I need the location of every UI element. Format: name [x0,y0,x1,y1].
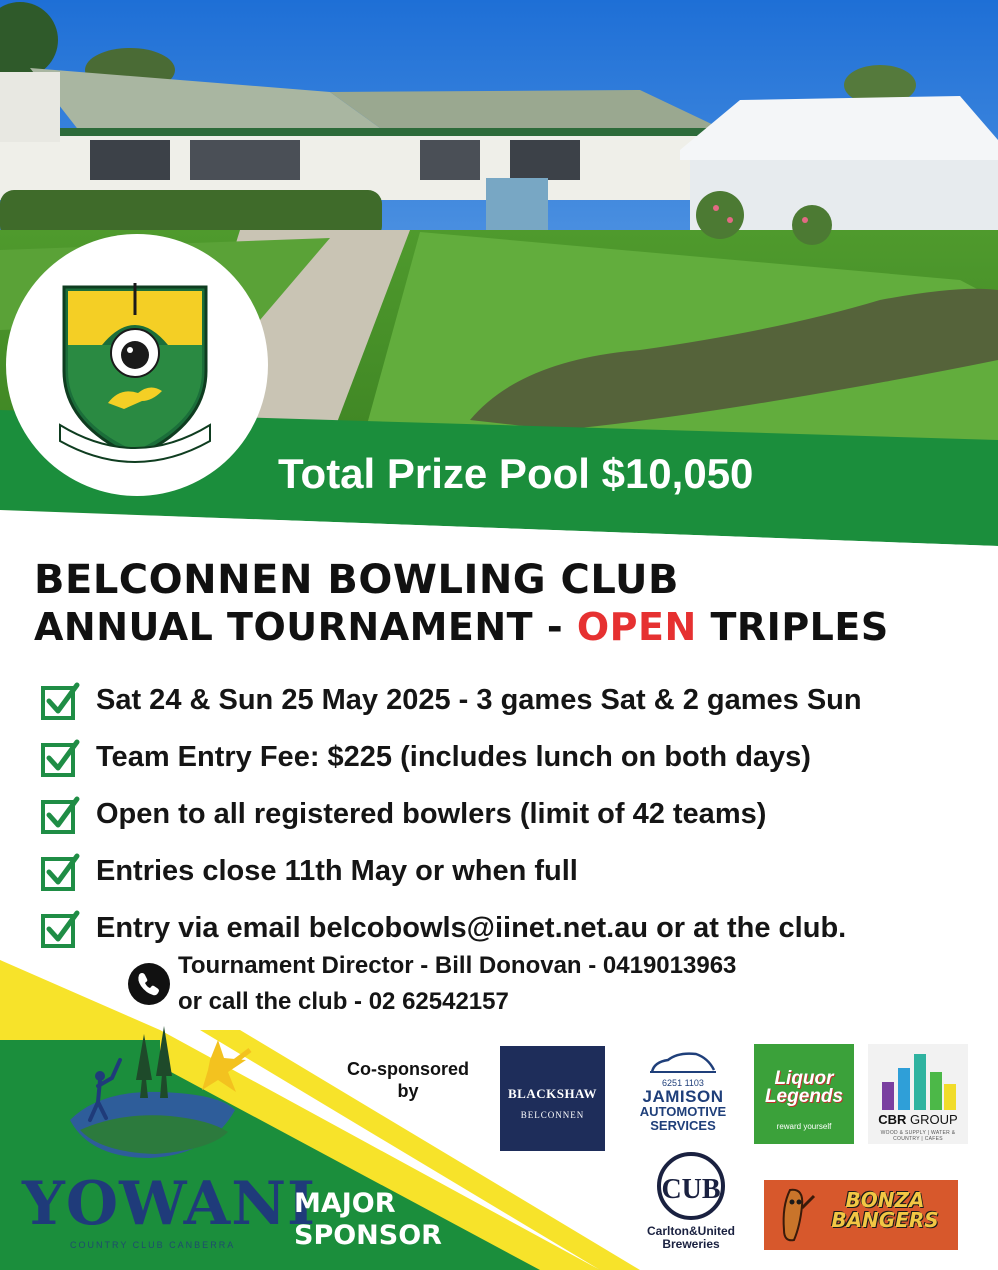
title-suffix: TRIPLES [696,605,889,649]
detail-item-eligibility [40,786,980,843]
phone-icon [127,962,171,1006]
cbr-name [868,1112,968,1127]
detail-text: Team Entry Fee: $225 (includes lunch on both days) [96,741,811,773]
blackshaw-location: BELCONNEN [520,1110,585,1120]
bonza-name [820,1190,950,1230]
checkbox-check-icon [40,738,80,778]
jamison-line2: AUTOMOTIVE [639,1104,727,1119]
cosponsored-line1: Co-sponsored [346,1059,469,1079]
bonza-name-line1: BONZA [845,1188,925,1212]
detail-text: Entry via email belcobowls@iinet.net.au or at the club. [96,912,847,944]
jamison-phone: 6251 1103 [662,1078,704,1088]
cub-name-line2: Breweries [662,1237,720,1251]
event-title-tournament [34,603,889,651]
major-sponsor-name: YOWANI [22,1169,317,1239]
sponsor-jamison-logo [624,1046,742,1138]
cub-monogram-icon [655,1152,727,1220]
sponsor-bonza-bangers-logo [764,1180,958,1250]
prize-pool-text: Total Prize Pool $10,050 [278,450,754,497]
detail-item-fee [40,729,980,786]
detail-item-close [40,843,980,900]
liquor-tagline: reward yourself [776,1122,832,1131]
title-prefix: ANNUAL TOURNAMENT - [34,605,577,649]
liquor-name-line1: Liquor [774,1068,834,1089]
car-icon [648,1050,718,1076]
sponsor-liquor-legends-logo [754,1044,854,1144]
cosponsored-line2: by [397,1081,419,1101]
liquor-legends-name [754,1070,854,1106]
sausage-mascot-icon [772,1186,816,1244]
major-sponsor-label [294,1188,442,1252]
major-label-line2: SPONSOR [294,1220,442,1251]
detail-text: Entries close 11th May or when full [96,855,578,887]
tournament-details-list [40,672,980,957]
checkbox-check-icon [40,852,80,892]
cub-name-line1: Carlton&United [647,1224,735,1238]
event-title-club: BELCONNEN BOWLING CLUB [34,557,679,603]
cbr-tagline: WOOD & SUPPLY | WATER & COUNTRY | CAFES [880,1130,956,1142]
cosponsored-by-label [328,1058,488,1102]
bar-graph-icon [878,1054,958,1112]
checkbox-check-icon [40,795,80,835]
club-phone-contact: or call the club - 02 62542157 [178,988,509,1015]
sponsor-cbr-group-logo [868,1044,968,1144]
club-logo [50,275,220,465]
bonza-name-line2: BANGERS [831,1208,939,1232]
yowani-golf-logo [60,1020,260,1160]
tournament-director-contact: Tournament Director - Bill Donovan - 0419013963 [178,952,737,979]
detail-text: Sat 24 & Sun 25 May 2025 - 3 games Sat & 2 games Sun [96,684,862,716]
major-label-line1: MAJOR [294,1188,396,1219]
blackshaw-name: BLACKSHAW [507,1086,598,1101]
cbr-name-bold: CBR [878,1112,907,1127]
detail-text: Open to all registered bowlers (limit of 42 teams) [96,798,767,830]
checkbox-check-icon [40,681,80,721]
cbr-name-rest: GROUP [906,1112,958,1127]
major-sponsor-subtitle: COUNTRY CLUB CANBERRA [70,1240,236,1250]
jamison-name: JAMISON [642,1087,724,1106]
sponsor-blackshaw-logo [500,1046,605,1151]
title-open-highlight: OPEN [576,605,697,649]
sponsor-cub-logo [632,1152,750,1252]
jamison-line3: SERVICES [650,1118,716,1133]
cub-monogram-text: CUB [661,1174,721,1205]
liquor-name-line2: Legends [764,1086,844,1107]
detail-item-dates [40,672,980,729]
